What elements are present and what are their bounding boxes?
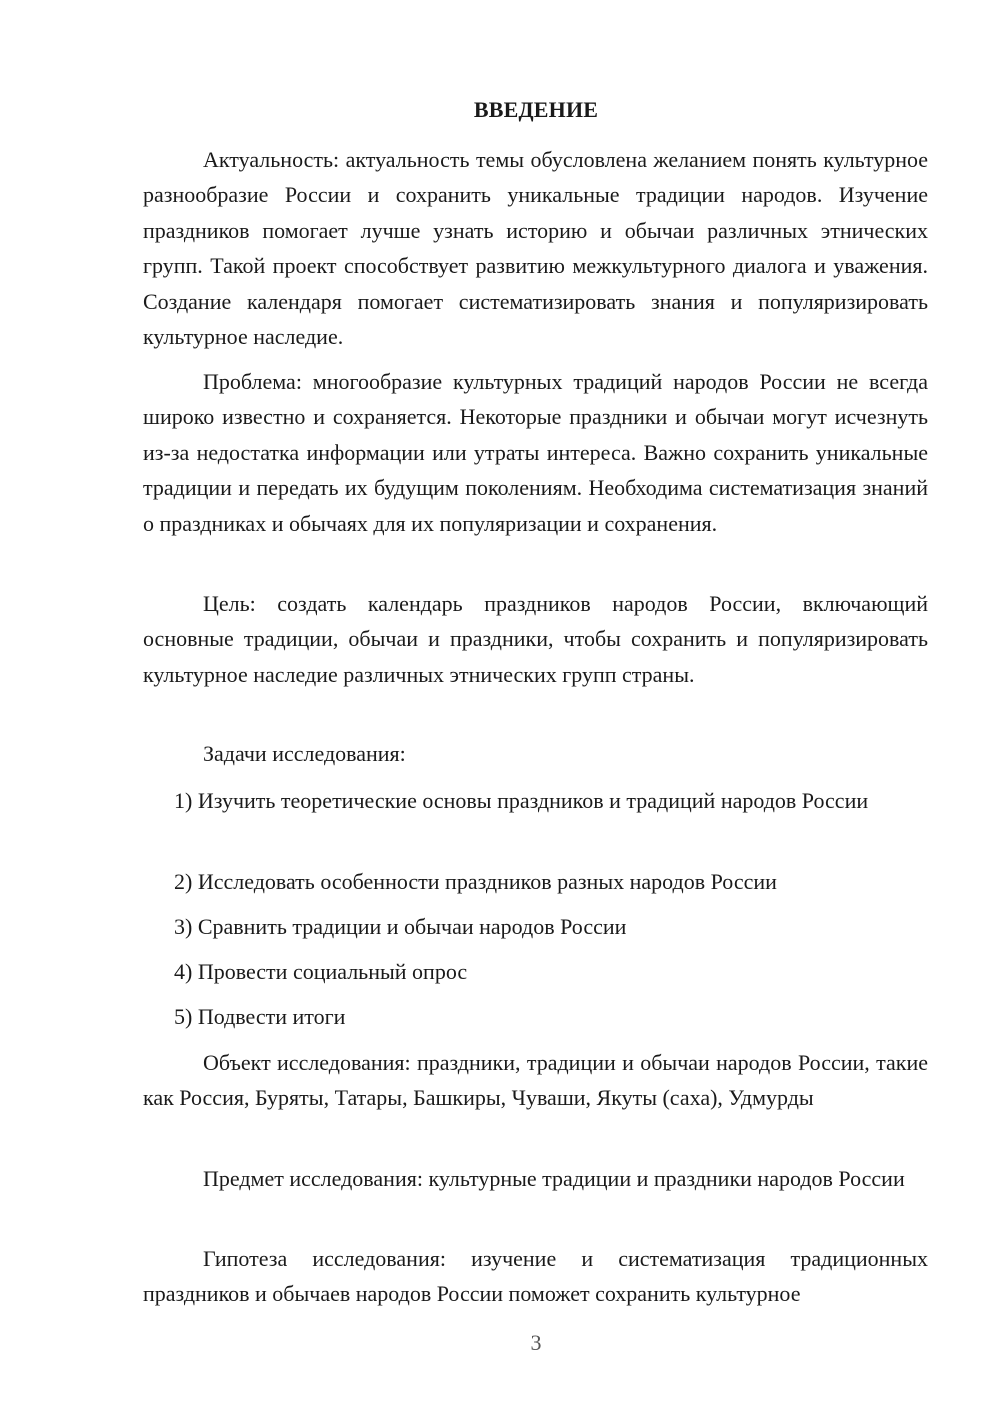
task-item: 4) Провести социальный опрос bbox=[174, 959, 468, 984]
page-number: 3 bbox=[530, 1330, 542, 1355]
relevance-paragraph: Актуальность: актуальность темы обусловлена желанием понять культурное разнообразие России и сохранить уникальные традиции народов. Изучение праздников помогает лучше узнать историю и обычаи различных этнических групп. Такой проект способствует развитию межкультурного диалога и уважения. Создание календаря помогает систематизировать знания и популяризировать культурное наследие. bbox=[143, 147, 928, 350]
problem-paragraph: Проблема: многообразие культурных традиций народов России не всегда широко известно и сохраняется. Некоторые праздники и обычаи могут исчезнуть из-за недостатка информации или утраты интереса. Важно сохранить уникальные традиции и передать их будущим поколениям. Необходима систематизация знаний о праздниках и обычаях для их популяризации и сохранения. bbox=[143, 369, 928, 536]
goal-paragraph: Цель: создать календарь праздников народов России, включающий основные традиции, обычаи и праздники, чтобы сохранить и популяризировать культурное наследие различных этнических групп страны. bbox=[143, 591, 928, 687]
object-paragraph: Объект исследования: праздники, традиции и обычаи народов России, такие как Россия, Буряты, Татары, Башкиры, Чуваши, Якуты (саха), Удмурды bbox=[143, 1050, 928, 1111]
section-heading: ВВЕДЕНИЕ bbox=[473, 97, 599, 122]
task-item: 3) Сравнить традиции и обычаи народов России bbox=[174, 914, 627, 939]
hypothesis-paragraph: Гипотеза исследования: изучение и систематизация традиционных праздников и обычаев народов России поможет сохранить культурное bbox=[143, 1246, 928, 1307]
task-item: 1) Изучить теоретические основы праздников и традиций народов России bbox=[174, 788, 869, 813]
subject-paragraph: Предмет исследования: культурные традиции и праздники народов России bbox=[203, 1166, 905, 1191]
task-item: 2) Исследовать особенности праздников разных народов России bbox=[174, 869, 777, 894]
tasks-title: Задачи исследования: bbox=[203, 741, 406, 766]
task-item: 5) Подвести итоги bbox=[174, 1004, 346, 1029]
